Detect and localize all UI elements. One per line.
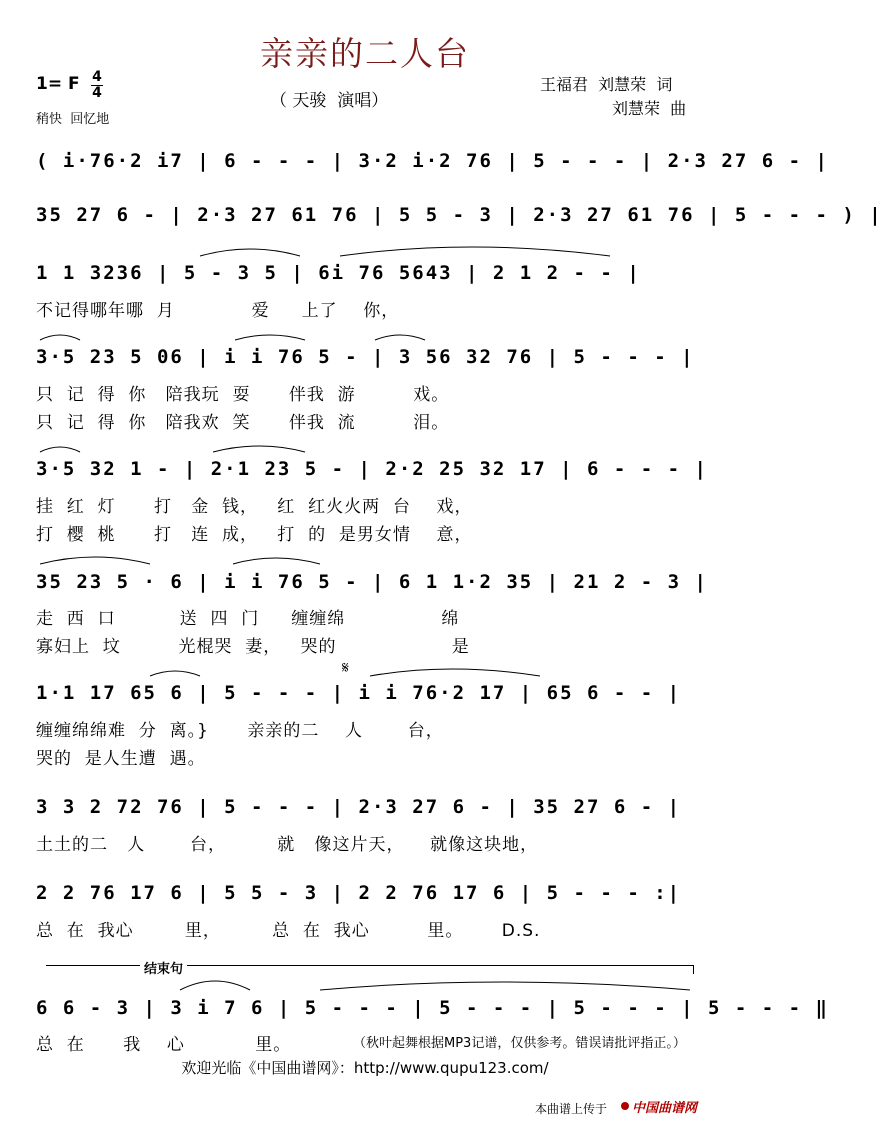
slur: [200, 249, 300, 256]
site-footer: 欢迎光临《中国曲谱网》：http://www.qupu123.com/: [181, 1059, 549, 1077]
lyric-line: 不记得哪年哪 月 爱 上了 你，: [36, 301, 400, 321]
ending-label: 结束句: [140, 958, 187, 977]
slur: [40, 447, 80, 452]
lyric-line: 挂 红 灯 打 金 钱， 红 红火火两 台 戏，: [36, 497, 473, 517]
music-row: 6 6 - 3 | 3 i 7 6 | 5 - - - | 5 - - - | 5 - - - | 5 - - - ‖: [36, 997, 829, 1019]
upload-note: 本曲谱上传于: [535, 1102, 608, 1116]
music-row: 1 1 3236 | 5 - 3 5 | 6i 76 5643 | 2 1 2 - - |: [36, 262, 641, 284]
lyric-line: 土土的二 人 台， 就 像这片天， 就像这块地，: [36, 835, 539, 855]
slur: [370, 669, 540, 676]
site-logo: 中国曲谱网: [632, 1101, 698, 1116]
lyric-line: 只 记 得 你 陪我欢 笑 伴我 流 泪。: [36, 413, 450, 433]
slur: [150, 671, 200, 676]
lyricist-credit: 王福君 刘慧荣 词: [540, 75, 673, 94]
slur: [180, 981, 250, 990]
music-row: 3·5 23 5 06 | i i 76 5 - | 3 56 32 76 | 5 - - - |: [36, 346, 695, 368]
slur: [40, 557, 150, 564]
composer-credit: 刘慧荣 曲: [612, 99, 687, 118]
lyric-line: 缠缠绵绵难 分 离。} 亲亲的二 人 台，: [36, 721, 444, 741]
performer-line: （ 天骏 演唱）: [270, 91, 389, 111]
lyric-line: 总 在 我心 里， 总 在 我心 里。 D.S.: [36, 921, 541, 941]
slur: [320, 982, 690, 990]
slur: [40, 335, 80, 340]
music-row: 1·1 17 65 6 | 5 - - - | i i 76·2 17 | 65 6 - - |: [36, 682, 682, 704]
lyric-line: 哭的 是人生遭 遇。: [36, 749, 206, 769]
lyric-line: 总 在 我 心 里。: [36, 1035, 292, 1055]
transcription-note: （秋叶起舞根据MP3记谱，仅供参考。错误请批评指正。）: [353, 1036, 686, 1051]
lyric-line: 打 樱 桃 打 连 成， 打 的 是男女情 意，: [36, 525, 473, 545]
segno-sign: 𝄋: [342, 658, 349, 677]
slur: [213, 446, 305, 452]
lyric-line: 走 西 口 送 四 门 缠缠绵 绵: [36, 609, 460, 629]
slur: [340, 247, 610, 256]
slur: [375, 335, 425, 340]
time-signature: $\frac{4}{4}$: [92, 69, 102, 101]
lyric-line: 只 记 得 你 陪我玩 耍 伴我 游 戏。: [36, 385, 450, 405]
slur: [235, 335, 305, 340]
music-row: ( i·76·2 i7 | 6 - - - | 3·2 i·2 76 | 5 - - - | 2·3 27 6 - |: [36, 150, 829, 172]
score-title: 亲亲的二人台: [260, 34, 470, 73]
slur: [233, 558, 320, 564]
music-row: 2 2 76 17 6 | 5 5 - 3 | 2 2 76 17 6 | 5 - - - :|: [36, 882, 682, 904]
music-row: 35 27 6 - | 2·3 27 61 76 | 5 5 - 3 | 2·3 27 61 76 | 5 - - - ) |: [36, 204, 883, 226]
tempo-marking: 稍快 回忆地: [36, 112, 110, 127]
lyric-line: 寡妇上 坟 光棍哭 妻， 哭的 是: [36, 637, 470, 657]
music-row: 35 23 5 · 6 | i i 76 5 - | 6 1 1·2 35 | 21 2 - 3 |: [36, 571, 708, 593]
key-signature: 1= F: [36, 74, 80, 94]
music-row: 3·5 32 1 - | 2·1 23 5 - | 2·2 25 32 17 | 6 - - - |: [36, 458, 708, 480]
music-row: 3 3 2 72 76 | 5 - - - | 2·3 27 6 - | 35 27 6 - |: [36, 796, 682, 818]
